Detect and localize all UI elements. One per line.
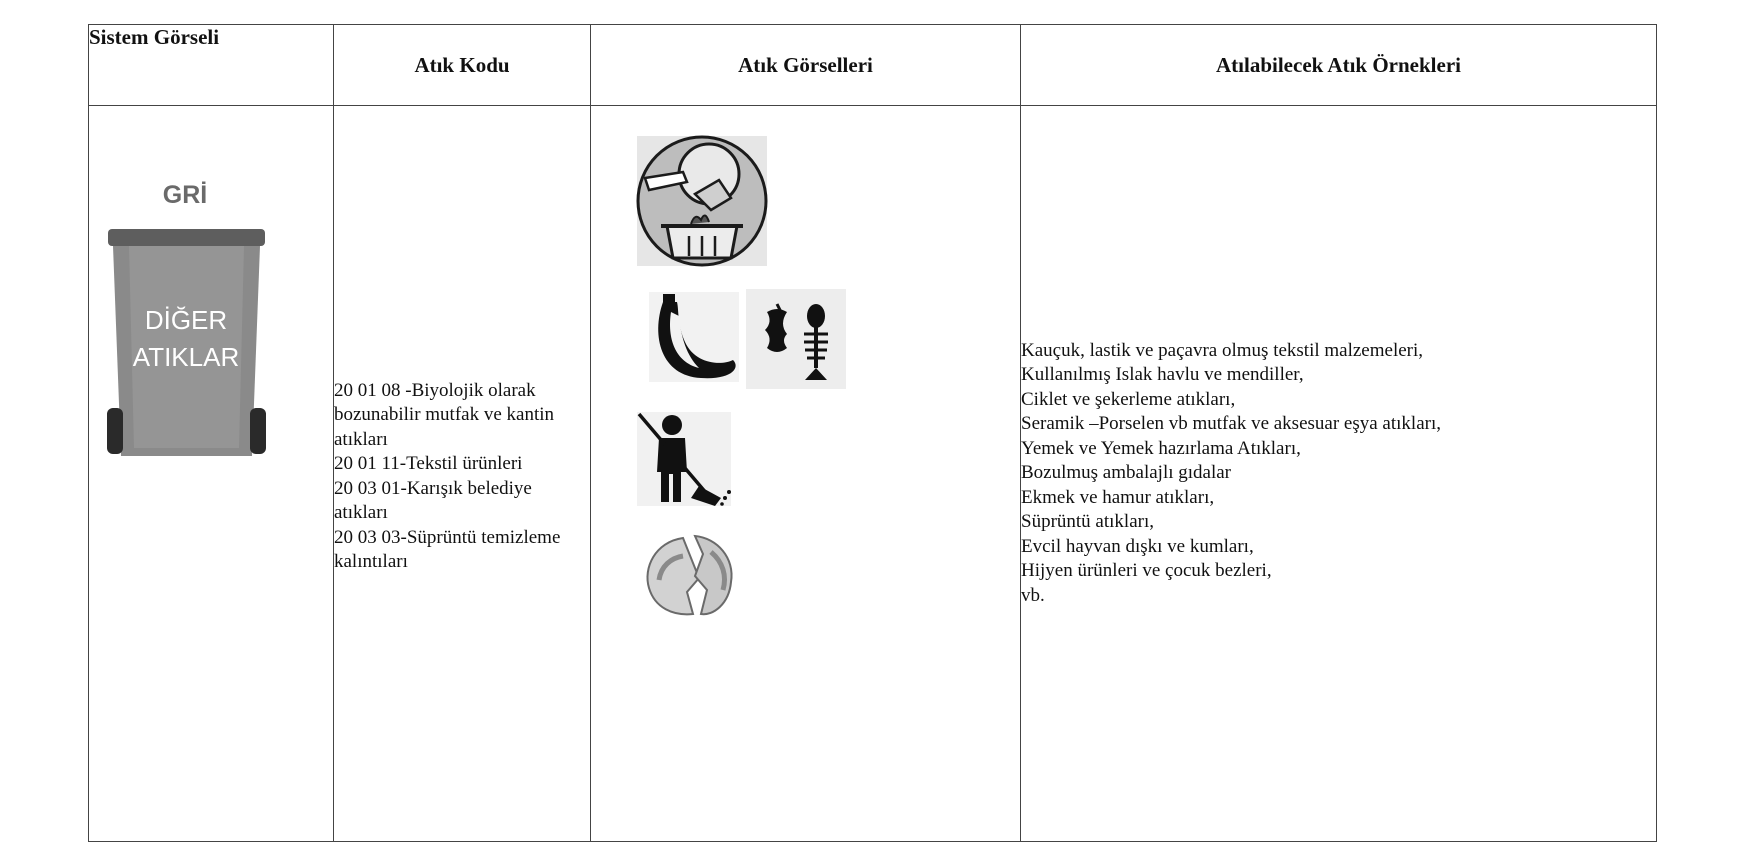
waste-code-4: 20 03 03-Süprüntü temizleme kalıntıları (334, 526, 561, 572)
banana-peel-icon (649, 292, 739, 382)
header-waste-images: Atık Görselleri (591, 25, 1021, 106)
example-item: Evcil hayvan dışkı ve kumları, (1021, 535, 1254, 557)
header-system-image: Sistem Görseli (89, 25, 334, 106)
waste-code-cell (334, 106, 591, 842)
bin-wheel-right (250, 408, 266, 454)
grey-bin-row (89, 106, 1657, 842)
grey-bin-icon (89, 106, 332, 466)
bin-wheel-left (107, 408, 123, 454)
example-item: Hijyen ürünleri ve çocuk bezleri, (1021, 560, 1272, 582)
example-waste-cell (1021, 106, 1657, 842)
example-item: Süprüntü atıkları, (1021, 511, 1154, 533)
bin-color-label: GRİ (162, 181, 208, 209)
bin-label-line2: ATIKLAR (132, 342, 240, 372)
example-item: vb. (1021, 584, 1045, 606)
header-example-waste: Atılabilecek Atık Örnekleri (1021, 25, 1657, 106)
example-item: Ciklet ve şekerleme atıkları, (1021, 388, 1236, 410)
food-waste-plate-icon (637, 136, 767, 266)
waste-code-1: 20 01 08 -Biyolojik olarak bozunabilir mutfak ve kantin atıkları (334, 379, 555, 450)
bin-label-line1: DİĞER (144, 305, 228, 335)
example-item: Yemek ve Yemek hazırlama Atıkları, (1021, 437, 1301, 459)
example-item: Kullanılmış Islak havlu ve mendiller, (1021, 364, 1304, 386)
waste-category-table (88, 24, 1657, 842)
broken-ceramic-icon (647, 536, 731, 614)
bin-lid (108, 229, 265, 246)
waste-code-3: 20 03 01-Karışık belediye atıkları (334, 477, 532, 523)
header-row (89, 25, 1657, 106)
example-item: Bozulmuş ambalajlı gıdalar (1021, 462, 1232, 484)
header-waste-code: Atık Kodu (334, 25, 591, 106)
waste-images-cell (591, 106, 1021, 842)
sweeping-person-icon (637, 412, 731, 506)
waste-code-2: 20 01 11-Tekstil ürünleri (334, 453, 523, 474)
apple-core-fish-bone-icon (746, 289, 846, 389)
example-item: Ekmek ve hamur atıkları, (1021, 486, 1215, 508)
waste-icons (591, 106, 1019, 836)
example-item: Seramik –Porselen vb mutfak ve aksesuar eşya atıkları, (1021, 413, 1441, 435)
example-item: Kauçuk, lastik ve paçavra olmuş tekstil malzemeleri, (1021, 339, 1424, 361)
system-image-cell (89, 106, 334, 842)
